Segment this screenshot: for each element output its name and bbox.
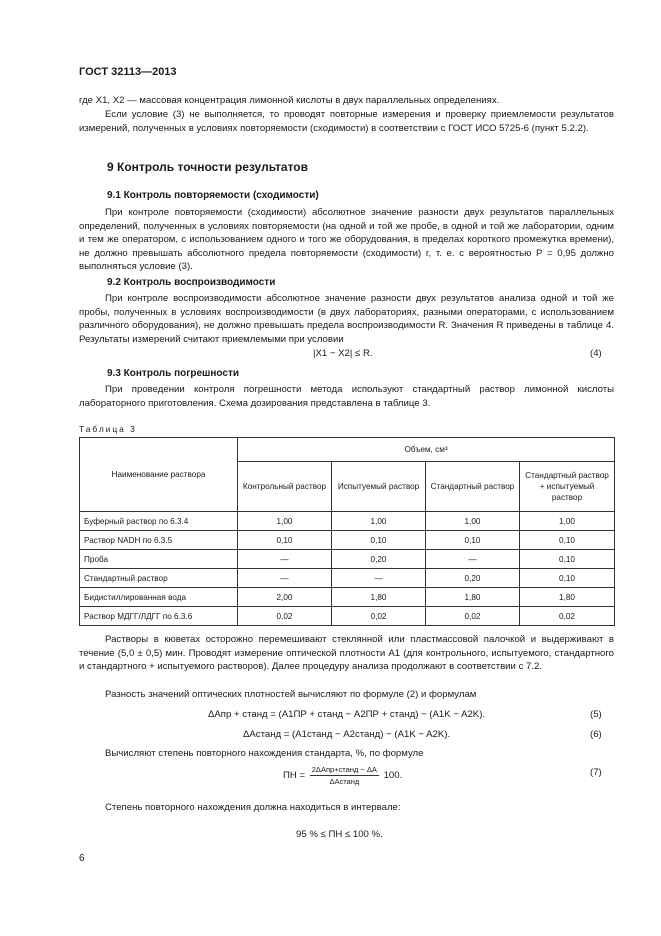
table-header-col: Стандартный раствор + испытуемый раствор (520, 462, 615, 512)
table-cell: Буферный раствор по 6.3.4 (80, 512, 238, 531)
section-9-1-heading: 9.1 Контроль повторяемости (сходимости) (107, 190, 319, 201)
paragraph-9-1: При контроле повторяемости (сходимости) абсолютное значение разности двух результатов параллельных определений, полученных в условиях повторяемости (на одной и той же пробе, в одной и той же лаборатории, одним и тем же оператором, с использованием одного и того же оборудования, в пределах короткого промежутка времени), не должно превышать абсолютного предела повторяемости (сходимости) r, т. е. с вероятностью P = 0,95 должно выполняться условие (3). (79, 207, 614, 273)
paragraph-mixing: Растворы в кюветах осторожно перемешивают стеклянной или пластмассовой палочкой и выдерживают в течение (5,0 ± 0,5) мин. Проводят измерение оптической плотности A1 (для контрольного, испытуемого, стандартного и стандартного + испытуемого растворов). Далее процедуру анализа продолжают в соответствии с 7.2. (79, 634, 614, 673)
table-cell: 1,00 (238, 512, 332, 531)
formula-7-denominator: ΔAстанд (329, 777, 360, 786)
table-header-col: Испытуемый раствор (332, 462, 426, 512)
table-header-volume: Объем, см³ (238, 438, 615, 462)
table-header-name: Наименование раствора (80, 438, 238, 512)
paragraph-where: где X1, X2 — массовая концентрация лимонной кислоты в двух параллельных определениях. (79, 95, 500, 106)
table-cell: 0,02 (426, 607, 520, 626)
formula-7 (283, 765, 402, 786)
table-cell: 0,20 (426, 569, 520, 588)
table-cell: 0,02 (238, 607, 332, 626)
table-cell: 0,20 (332, 550, 426, 569)
formula-6: ΔAстанд = (A1станд − A2станд) − (A1K − A2K). (243, 729, 451, 740)
table-cell: 1,00 (332, 512, 426, 531)
paragraph-difference: Разность значений оптических плотностей вычисляют по формуле (2) и формулам (105, 689, 477, 700)
page-number: 6 (79, 853, 85, 864)
paragraph-9-3: При проведении контроля погрешности метода используют стандартный раствор лимонной кислоты лабораторного приготовления. Схема дозирования представлена в таблице 3. (79, 384, 614, 409)
table-cell: — (238, 550, 332, 569)
table-cell: 1,00 (426, 512, 520, 531)
section-9-2-heading: 9.2 Контроль воспроизводимости (107, 277, 276, 288)
paragraph-recovery: Вычисляют степень повторного нахождения стандарта, %, по формуле (105, 748, 424, 759)
formula-7-lhs: ПН = (283, 770, 306, 782)
table-row (80, 531, 615, 550)
interval-formula: 95 % ≤ ПН ≤ 100 %. (296, 829, 383, 840)
formula-4: |X1 − X2| ≤ R. (313, 348, 373, 359)
table-caption: Таблица 3 (79, 424, 137, 434)
table-row (80, 550, 615, 569)
table-cell: 1,00 (520, 512, 615, 531)
section-9-3-heading: 9.3 Контроль погрешности (107, 368, 240, 379)
table-cell: — (238, 569, 332, 588)
table-cell: 0,10 (520, 550, 615, 569)
table-cell: Раствор МДГГ/ЛДГГ по 6.3.6 (80, 607, 238, 626)
formula-6-number: (6) (590, 729, 602, 740)
table-row (80, 569, 615, 588)
table-cell: 2,00 (238, 588, 332, 607)
table-row (80, 607, 615, 626)
table-cell: — (332, 569, 426, 588)
table-row (80, 588, 615, 607)
dosing-table (79, 437, 615, 626)
table-cell: 0,10 (520, 531, 615, 550)
table-cell: Стандартный раствор (80, 569, 238, 588)
formula-7-fraction (310, 765, 379, 786)
formula-5: ΔAпр + станд = (A1ПР + станд − A2ПР + станд) − (A1K − A2K). (208, 709, 486, 720)
table-cell: 0,10 (238, 531, 332, 550)
paragraph-interval: Степень повторного нахождения должна находиться в интервале: (105, 802, 401, 813)
table-cell: 1,80 (520, 588, 615, 607)
table-cell: 0,02 (520, 607, 615, 626)
table-header-col: Контрольный раствор (238, 462, 332, 512)
paragraph-9-2: При контроле воспроизводимости абсолютное значение разности двух результатов анализа одной и той же пробы, полученных в условиях воспроизводимости (в двух лабораториях, разными операторами, с использованием различного оборудования), не должно превышать предела воспроизводимости R. Значения R приведены в таблице 4. Результаты измерений считают приемлемыми при условии (79, 293, 614, 345)
paragraph-condition-3: Если условие (3) не выполняется, то проводят повторные измерения и проверку приемлемости результатов измерений, полученных в условиях повторяемости (сходимости) в соответствии с ГОСТ ИСО 5725-6 (пункт 5.2.2). (79, 109, 614, 134)
table-cell: — (426, 550, 520, 569)
table-cell: Бидистиллированная вода (80, 588, 238, 607)
table-cell: 1,80 (332, 588, 426, 607)
table-cell: Проба (80, 550, 238, 569)
section-9-heading: 9 Контроль точности результатов (107, 160, 308, 174)
table-row (80, 512, 615, 531)
table-cell: 0,10 (426, 531, 520, 550)
table-cell: 0,10 (332, 531, 426, 550)
formula-7-rhs: 100. (383, 770, 403, 782)
table-cell: 1,80 (426, 588, 520, 607)
table-header-col: Стандартный раствор (426, 462, 520, 512)
formula-5-number: (5) (590, 709, 602, 720)
document-header: ГОСТ 32113—2013 (79, 66, 177, 78)
table-cell: 0,10 (520, 569, 615, 588)
formula-7-number: (7) (590, 767, 602, 778)
table-cell: 0,02 (332, 607, 426, 626)
formula-4-number: (4) (590, 348, 602, 359)
table-cell: Раствор NADH по 6.3.5 (80, 531, 238, 550)
formula-7-numerator: 2ΔAпр+станд − ΔA (311, 765, 377, 774)
